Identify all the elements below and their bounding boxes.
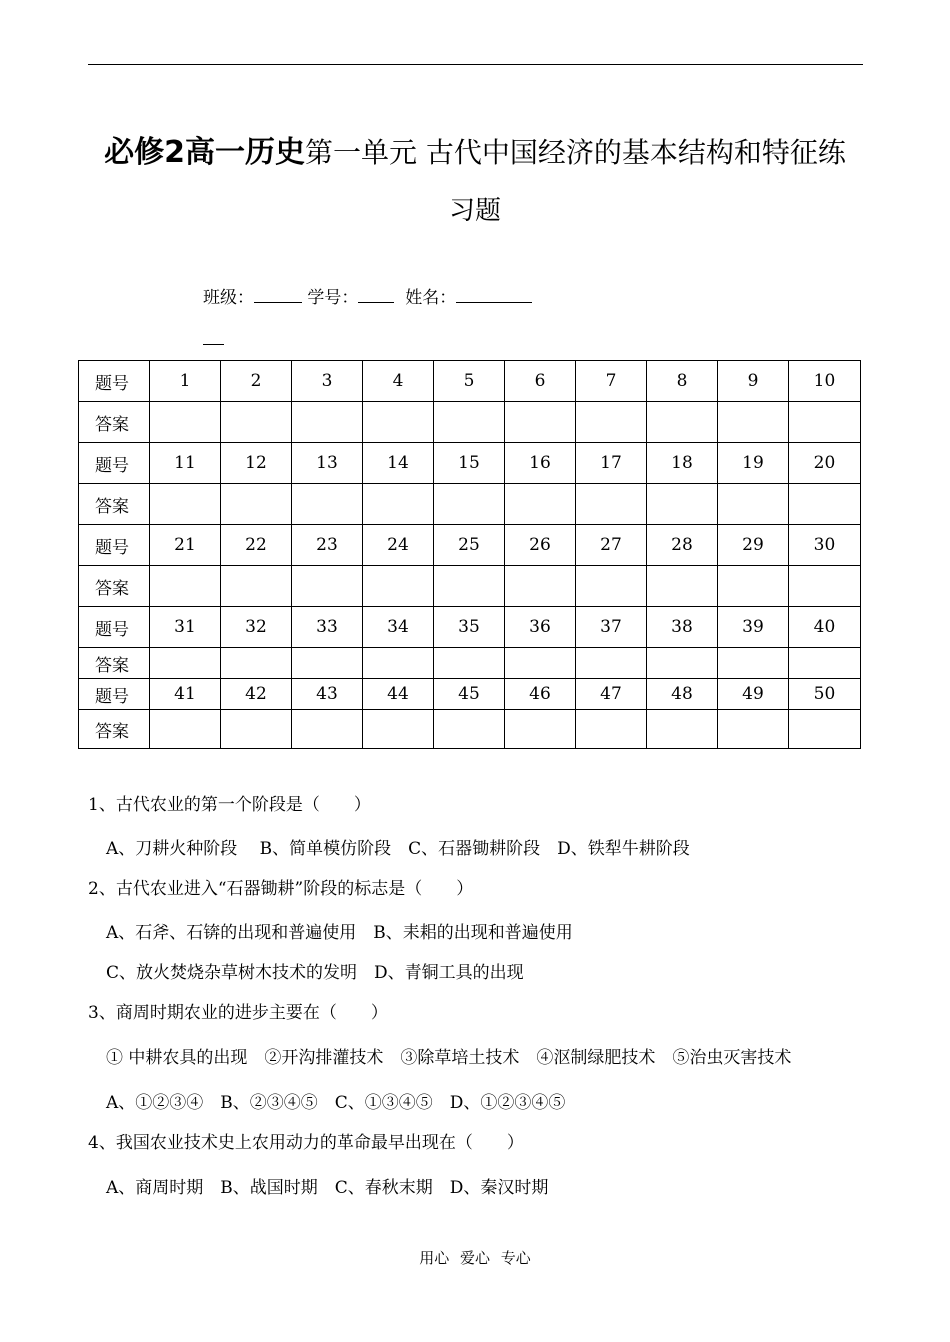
answer-cell[interactable]: [434, 648, 505, 679]
question-number-cell: 8: [647, 361, 718, 402]
row-label-question: 题号: [79, 679, 150, 710]
page-title: [0, 134, 950, 172]
question-2-options-a: A、石斧、石锛的出现和普遍使用 B、耒耜的出现和普遍使用: [106, 923, 573, 943]
question-number-cell: 38: [647, 607, 718, 648]
question-number-cell: 24: [363, 525, 434, 566]
row-label-question: 题号: [79, 525, 150, 566]
row-label-answer: 答案: [79, 648, 150, 679]
answer-cell[interactable]: [292, 710, 363, 749]
question-number-cell: 6: [505, 361, 576, 402]
question-number-cell: 16: [505, 443, 576, 484]
question-number-cell: 43: [292, 679, 363, 710]
answer-cell[interactable]: [647, 402, 718, 443]
question-number-cell: 36: [505, 607, 576, 648]
question-number-cell: 30: [789, 525, 861, 566]
name-blank: [456, 284, 532, 303]
question-2: 2、古代农业进入“石器锄耕”阶段的标志是（ ）: [88, 879, 474, 899]
answer-cell[interactable]: [434, 484, 505, 525]
question-number-cell: 48: [647, 679, 718, 710]
question-number-cell: 23: [292, 525, 363, 566]
class-blank: [254, 284, 302, 303]
question-number-cell: 12: [221, 443, 292, 484]
row-label-answer: 答案: [79, 484, 150, 525]
question-number-cell: 40: [789, 607, 861, 648]
question-number-cell: 50: [789, 679, 861, 710]
answer-cell[interactable]: [647, 566, 718, 607]
question-number-cell: 21: [150, 525, 221, 566]
question-number-cell: 39: [718, 607, 789, 648]
answer-cell[interactable]: [576, 710, 647, 749]
answer-cell[interactable]: [647, 710, 718, 749]
answer-cell[interactable]: [221, 566, 292, 607]
answer-cell[interactable]: [505, 484, 576, 525]
row-label-answer: 答案: [79, 402, 150, 443]
question-4: 4、我国农业技术史上农用动力的革命最早出现在（ ）: [88, 1133, 524, 1153]
question-number-cell: 45: [434, 679, 505, 710]
row-label-answer: 答案: [79, 566, 150, 607]
question-number-cell: 4: [363, 361, 434, 402]
row-label-question: 题号: [79, 361, 150, 402]
number-label: 学号：: [307, 288, 359, 308]
question-number-cell: 29: [718, 525, 789, 566]
answer-cell[interactable]: [505, 402, 576, 443]
answer-cell[interactable]: [789, 648, 861, 679]
answer-cell[interactable]: [292, 484, 363, 525]
question-number-cell: 31: [150, 607, 221, 648]
answer-cell[interactable]: [576, 484, 647, 525]
answer-row: [79, 484, 861, 525]
student-info-line: [203, 284, 532, 310]
question-2-options-b: C、放火焚烧杂草树木技术的发明 D、青铜工具的出现: [106, 963, 524, 983]
answer-cell[interactable]: [221, 402, 292, 443]
question-number-cell: 2: [221, 361, 292, 402]
answer-cell[interactable]: [363, 566, 434, 607]
answer-cell[interactable]: [221, 484, 292, 525]
question-number-cell: 46: [505, 679, 576, 710]
title-rest-part: 第一单元 古代中国经济的基本结构和特征练: [304, 136, 846, 169]
title-bold-part: 必修2高一历史: [104, 135, 305, 170]
answer-cell[interactable]: [434, 710, 505, 749]
answer-cell[interactable]: [221, 710, 292, 749]
answer-grid: [78, 360, 861, 749]
answer-cell[interactable]: [576, 402, 647, 443]
number-blank: [358, 284, 394, 303]
question-number-cell: 14: [363, 443, 434, 484]
question-number-cell: 49: [718, 679, 789, 710]
answer-cell[interactable]: [647, 648, 718, 679]
question-number-cell: 27: [576, 525, 647, 566]
answer-cell[interactable]: [150, 484, 221, 525]
answer-cell[interactable]: [150, 648, 221, 679]
answer-row: [79, 566, 861, 607]
question-number-cell: 10: [789, 361, 861, 402]
answer-cell[interactable]: [718, 648, 789, 679]
question-number-cell: 9: [718, 361, 789, 402]
answer-row: [79, 402, 861, 443]
question-number-cell: 28: [647, 525, 718, 566]
answer-cell[interactable]: [363, 710, 434, 749]
question-number-row: [79, 679, 861, 710]
question-number-cell: 15: [434, 443, 505, 484]
question-3-items: ① 中耕农具的出现 ②开沟排灌技术 ③除草培土技术 ④沤制绿肥技术 ⑤治虫灭害技术: [106, 1048, 792, 1068]
answer-cell[interactable]: [292, 566, 363, 607]
answer-row: [79, 648, 861, 679]
header-rule: [88, 64, 863, 65]
name-label: 姓名：: [405, 288, 457, 308]
question-number-cell: 37: [576, 607, 647, 648]
answer-cell[interactable]: [789, 402, 861, 443]
question-number-cell: 19: [718, 443, 789, 484]
question-number-cell: 34: [363, 607, 434, 648]
question-number-cell: 18: [647, 443, 718, 484]
class-label: 班级：: [203, 288, 254, 308]
question-number-row: [79, 525, 861, 566]
question-number-cell: 33: [292, 607, 363, 648]
answer-cell[interactable]: [150, 566, 221, 607]
question-number-cell: 1: [150, 361, 221, 402]
answer-cell[interactable]: [434, 566, 505, 607]
question-number-cell: 7: [576, 361, 647, 402]
question-number-cell: 17: [576, 443, 647, 484]
row-label-answer: 答案: [79, 710, 150, 749]
answer-cell[interactable]: [150, 710, 221, 749]
question-number-row: [79, 443, 861, 484]
question-number-cell: 47: [576, 679, 647, 710]
question-number-cell: 11: [150, 443, 221, 484]
question-number-row: [79, 607, 861, 648]
answer-cell[interactable]: [292, 402, 363, 443]
question-1-options: A、刀耕火种阶段 B、简单模仿阶段 C、石器锄耕阶段 D、铁犁牛耕阶段: [106, 839, 690, 859]
answer-cell[interactable]: [363, 484, 434, 525]
question-3: 3、商周时期农业的进步主要在（ ）: [88, 1003, 388, 1023]
question-number-cell: 35: [434, 607, 505, 648]
page-footer: 用心 爱心 专心: [419, 1249, 531, 1267]
answer-cell[interactable]: [718, 402, 789, 443]
question-number-cell: 25: [434, 525, 505, 566]
answer-cell[interactable]: [292, 648, 363, 679]
answer-row: [79, 710, 861, 749]
answer-cell[interactable]: [789, 566, 861, 607]
answer-cell[interactable]: [434, 402, 505, 443]
answer-cell[interactable]: [505, 710, 576, 749]
question-number-cell: 3: [292, 361, 363, 402]
question-1: 1、古代农业的第一个阶段是（ ）: [88, 795, 371, 815]
question-number-cell: 22: [221, 525, 292, 566]
answer-cell[interactable]: [150, 402, 221, 443]
answer-cell[interactable]: [576, 648, 647, 679]
question-number-cell: 32: [221, 607, 292, 648]
question-number-cell: 44: [363, 679, 434, 710]
answer-cell[interactable]: [221, 648, 292, 679]
row-label-question: 题号: [79, 607, 150, 648]
answer-cell[interactable]: [789, 710, 861, 749]
answer-cell[interactable]: [718, 710, 789, 749]
question-number-cell: 5: [434, 361, 505, 402]
answer-cell[interactable]: [576, 566, 647, 607]
question-number-cell: 26: [505, 525, 576, 566]
answer-cell[interactable]: [718, 484, 789, 525]
answer-cell[interactable]: [505, 566, 576, 607]
row-label-question: 题号: [79, 443, 150, 484]
answer-cell[interactable]: [647, 484, 718, 525]
question-4-options: A、商周时期 B、战国时期 C、春秋末期 D、秦汉时期: [106, 1178, 549, 1198]
question-number-cell: 13: [292, 443, 363, 484]
name-blank-continued: [203, 344, 224, 345]
page-title-continued: 习题: [448, 196, 501, 226]
answer-cell[interactable]: [789, 484, 861, 525]
question-number-cell: 41: [150, 679, 221, 710]
answer-cell[interactable]: [718, 566, 789, 607]
question-number-cell: 20: [789, 443, 861, 484]
question-number-row: [79, 361, 861, 402]
answer-cell[interactable]: [505, 648, 576, 679]
answer-cell[interactable]: [363, 648, 434, 679]
answer-cell[interactable]: [363, 402, 434, 443]
question-number-cell: 42: [221, 679, 292, 710]
question-3-options: A、①②③④ B、②③④⑤ C、①③④⑤ D、①②③④⑤: [106, 1093, 566, 1113]
